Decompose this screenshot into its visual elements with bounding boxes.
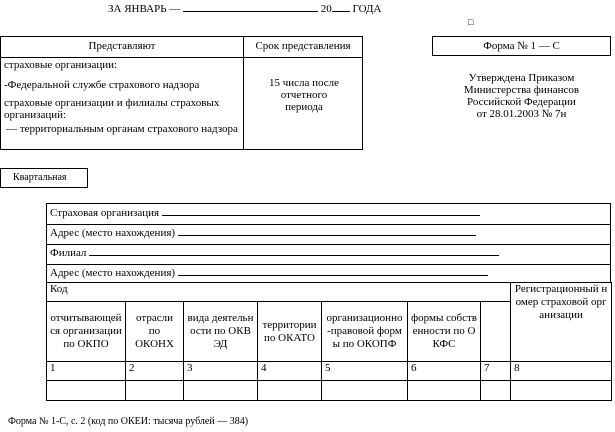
okfs-header: формы собственности по ОКФС bbox=[408, 302, 481, 362]
reg-number-header: Регистрационный номер страховой организации bbox=[511, 283, 612, 362]
approval-line-2: Министерства финансов bbox=[463, 84, 580, 96]
value-cell-6[interactable] bbox=[408, 381, 481, 401]
submitter-line-4: — территориальным органам страхового надзора bbox=[6, 123, 238, 135]
insurer-label: Страховая организация bbox=[50, 207, 160, 219]
codes-table bbox=[46, 282, 612, 401]
submitter-line-1: страховые организации: bbox=[4, 59, 118, 71]
form-number-box bbox=[432, 36, 611, 56]
value-cell-1[interactable] bbox=[47, 381, 126, 401]
approval-line-4: от 28.01.2003 № 7н bbox=[476, 108, 567, 120]
value-cell-8[interactable] bbox=[511, 381, 612, 401]
form-footer: Форма № 1-С, с. 2 (код по ОКЕИ: тысяча рублей — 384) bbox=[8, 416, 249, 427]
branch-label: Филиал bbox=[50, 247, 87, 259]
okonh-header: отрасли по ОКОНХ bbox=[126, 302, 184, 362]
branch-blank bbox=[89, 245, 499, 256]
year-blank bbox=[332, 1, 350, 12]
approval-text bbox=[432, 72, 611, 120]
okopf-header: организационно-правовой формы по ОКОПФ bbox=[322, 302, 408, 362]
col-num-2: 2 bbox=[126, 362, 184, 381]
deadline-text: 15 числа после отчетного периода bbox=[268, 77, 340, 113]
org-row-2 bbox=[50, 225, 476, 239]
address-blank bbox=[178, 225, 476, 236]
col-num-8: 8 bbox=[511, 362, 612, 381]
value-cell-4[interactable] bbox=[258, 381, 322, 401]
okpo-header: отчитывающейся организации по ОКПО bbox=[47, 302, 126, 362]
org-row-1 bbox=[50, 205, 480, 219]
month-blank bbox=[183, 1, 318, 12]
submit-table-divider bbox=[243, 37, 244, 149]
col-num-5: 5 bbox=[322, 362, 408, 381]
org-row-4 bbox=[50, 265, 488, 279]
branch-address-label: Адрес (место нахождения) bbox=[50, 267, 176, 279]
okved-header: вида деятельности по ОКВЭД bbox=[184, 302, 258, 362]
col-num-4: 4 bbox=[258, 362, 322, 381]
col-num-7: 7 bbox=[481, 362, 511, 381]
submit-table bbox=[0, 36, 363, 150]
submit-table-header-line bbox=[1, 57, 362, 58]
year-suffix: ГОДА bbox=[352, 3, 382, 15]
col-num-3: 3 bbox=[184, 362, 258, 381]
branch-address-blank bbox=[178, 265, 488, 276]
period-prefix: ЗА ЯНВАРЬ — bbox=[108, 3, 181, 15]
approval-line-1: Утверждена Приказом bbox=[468, 72, 575, 84]
col-num-1: 1 bbox=[47, 362, 126, 381]
deadline-header: Срок представления bbox=[255, 40, 351, 52]
value-cell-7[interactable] bbox=[481, 381, 511, 401]
submitters-header: Представляют bbox=[88, 40, 156, 52]
address-label: Адрес (место нахождения) bbox=[50, 227, 176, 239]
submitter-line-2: -Федеральной службе страхового надзора bbox=[4, 79, 200, 91]
value-cell-2[interactable] bbox=[126, 381, 184, 401]
col-num-6: 6 bbox=[408, 362, 481, 381]
value-cell-5[interactable] bbox=[322, 381, 408, 401]
org-row-3 bbox=[50, 245, 499, 259]
value-cell-3[interactable] bbox=[184, 381, 258, 401]
checkbox-icon: □ bbox=[468, 17, 474, 27]
period-header bbox=[108, 1, 381, 15]
form-title: Форма № 1 — С bbox=[483, 40, 560, 52]
approval-line-3: Российской Федерации bbox=[467, 96, 576, 108]
period-type-box bbox=[0, 168, 88, 188]
okato-header: территории по ОКАТО bbox=[258, 302, 322, 362]
col7-header bbox=[481, 302, 511, 362]
insurer-blank bbox=[162, 205, 480, 216]
code-label: Код bbox=[47, 283, 511, 302]
year-prefix: 20 bbox=[320, 3, 332, 15]
org-table bbox=[46, 203, 611, 283]
submitter-line-3: страховые организации и филиалы страховых организаций: bbox=[4, 97, 220, 121]
period-type-label: Квартальная bbox=[13, 172, 67, 183]
